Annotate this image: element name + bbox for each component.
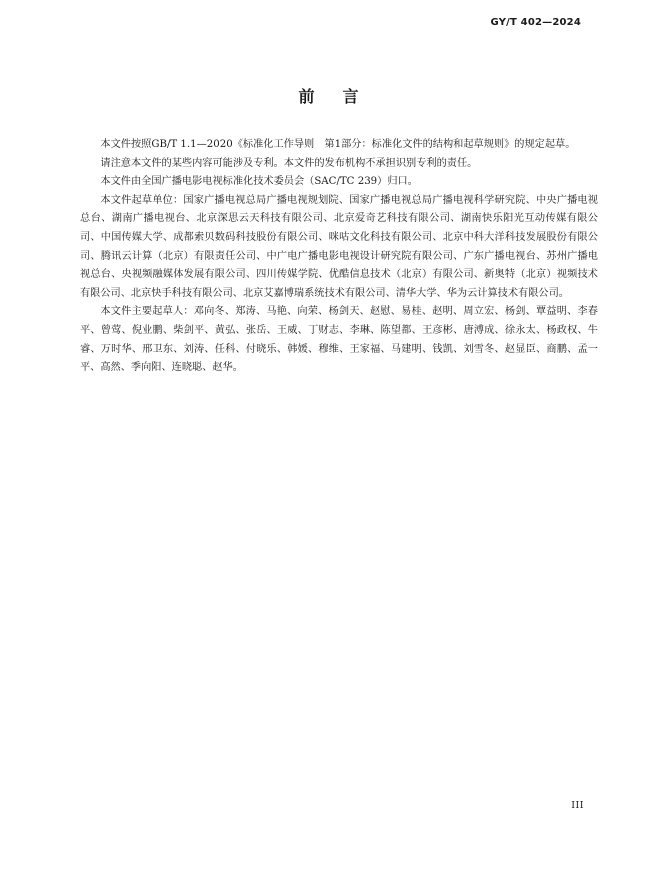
- paragraph-main-drafters: 本文件主要起草人：邓向冬、郑涛、马艳、向荣、杨剑天、赵慰、易桂、赵明、周立宏、杨剑、覃益明、李春平、曾莺、倪业鹏、柴剑平、黄弘、张岳、王威、丁财志、李琳、陈望都、王彦彬、唐溥成、徐永太、杨政权、牛睿、万时华、邢卫东、刘涛、任科、付晓乐、韩媛、穆维、王家福、马建明、钱凯、刘雪冬、赵显臣、商鹏、孟一平、高然、季向阳、连晓聪、赵华。: [80, 306, 598, 374]
- foreword-body: [80, 136, 598, 378]
- page-title: 前言: [298, 87, 387, 106]
- paragraph-patent-notice: 请注意本文件的某些内容可能涉及专利。本文件的发布机构不承担识别专利的责任。: [100, 157, 478, 169]
- standard-code: GY/T 402—2024: [490, 17, 581, 28]
- page-number: III: [571, 800, 584, 811]
- paragraph-drafting-rules: 本文件按照GB/T 1.1—2020《标准化工作导则 第1部分：标准化文件的结构和起草规则》的规定起草。: [100, 139, 576, 150]
- paragraph-technical-committee: 本文件由全国广播电影电视标准化技术委员会（SAC/TC 239）归口。: [100, 176, 418, 188]
- paragraph-drafting-organizations: 本文件起草单位：国家广播电视总局广播电视规划院、国家广播电视总局广播电视科学研究院、中央广播电视总台、湖南广播电视台、北京深思云天科技有限公司、北京爱奇艺科技有限公司、湖南快乐阳光互动传媒有限公司、中国传媒大学、成都索贝数码科技股份有限公司、咪咕文化科技有限公司、北京中科大洋科技发展股份有限公司、腾讯云计算（北京）有限责任公司、中广电广播电影电视设计研究院有限公司、广东广播电视台、苏州广播电视总台、央视频融媒体发展有限公司、四川传媒学院、优酷信息技术（北京）有限公司、新奥特（北京）视频技术有限公司、北京快手科技有限公司、北京艾嘉博瑞系统技术有限公司、清华大学、华为云计算技术有限公司。: [80, 194, 598, 299]
